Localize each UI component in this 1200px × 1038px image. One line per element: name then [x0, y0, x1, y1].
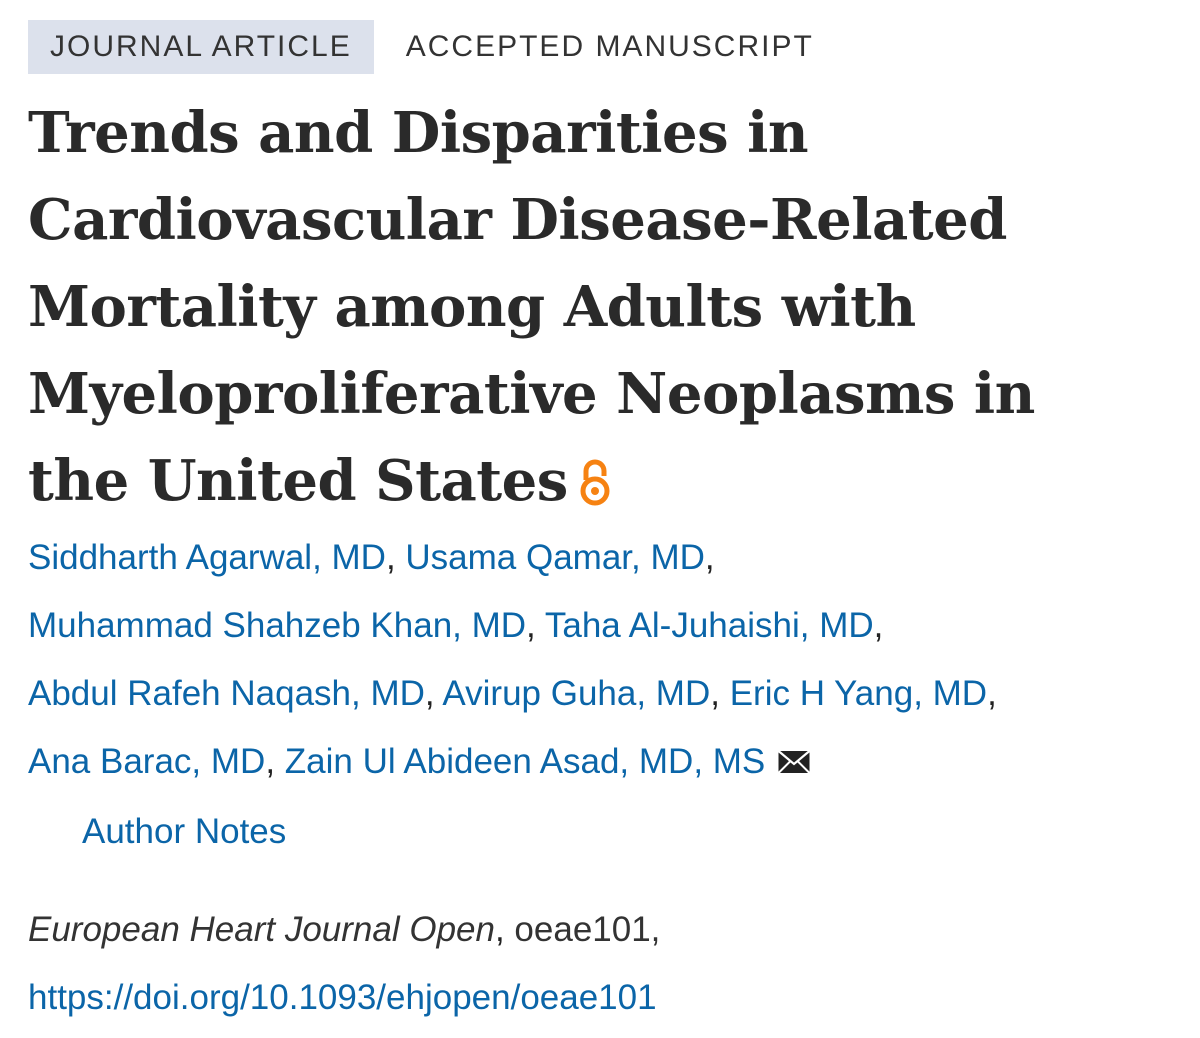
author-line: Ana Barac, MD, Zain Ul Abideen Asad, MD, MS [28, 728, 1188, 798]
title-line: the United States [28, 448, 568, 514]
article-id: oeae101, [514, 910, 661, 949]
corresponding-author-link[interactable]: Zain Ul Abideen Asad, MD, MS [284, 742, 766, 781]
title-line: Cardiovascular Disease-Related [28, 187, 1007, 253]
article-badges [28, 20, 814, 74]
title-line: Myeloproliferative Neoplasms in [28, 361, 1035, 427]
email-icon[interactable] [777, 730, 811, 798]
title-line: Trends and Disparities in [28, 100, 809, 166]
title-line: Mortality among Adults with [28, 274, 916, 340]
journal-name: European Heart Journal Open [28, 910, 495, 949]
open-access-icon [578, 444, 612, 531]
article-title [28, 90, 1178, 531]
author-link[interactable]: Avirup Guha, MD [442, 674, 711, 713]
doi-link[interactable]: https://doi.org/10.1093/ehjopen/oeae101 [28, 978, 657, 1017]
author-line: Abdul Rafeh Naqash, MD, Avirup Guha, MD, Eric H Yang, MD, [28, 674, 997, 713]
author-link[interactable]: Ana Barac, MD [28, 742, 266, 781]
citation [28, 896, 1178, 1032]
author-link[interactable]: Taha Al-Juhaishi, MD [544, 606, 874, 645]
author-list [28, 524, 1188, 866]
manuscript-status-label: ACCEPTED MANUSCRIPT [405, 30, 814, 63]
author-notes-toggle[interactable]: Author Notes [82, 812, 287, 851]
author-link[interactable]: Muhammad Shahzeb Khan, MD [28, 606, 527, 645]
author-line: Siddharth Agarwal, MD, Usama Qamar, MD, [28, 538, 715, 577]
author-link[interactable]: Usama Qamar, MD [405, 538, 705, 577]
citation-source: European Heart Journal Open, oeae101, [28, 910, 661, 949]
article-type-badge: JOURNAL ARTICLE [28, 20, 374, 74]
author-link[interactable]: Siddharth Agarwal, MD [28, 538, 386, 577]
author-link[interactable]: Abdul Rafeh Naqash, MD [28, 674, 425, 713]
author-link[interactable]: Eric H Yang, MD [729, 674, 988, 713]
author-line: Muhammad Shahzeb Khan, MD, Taha Al-Juhaishi, MD, [28, 606, 884, 645]
author-line [28, 798, 1188, 866]
